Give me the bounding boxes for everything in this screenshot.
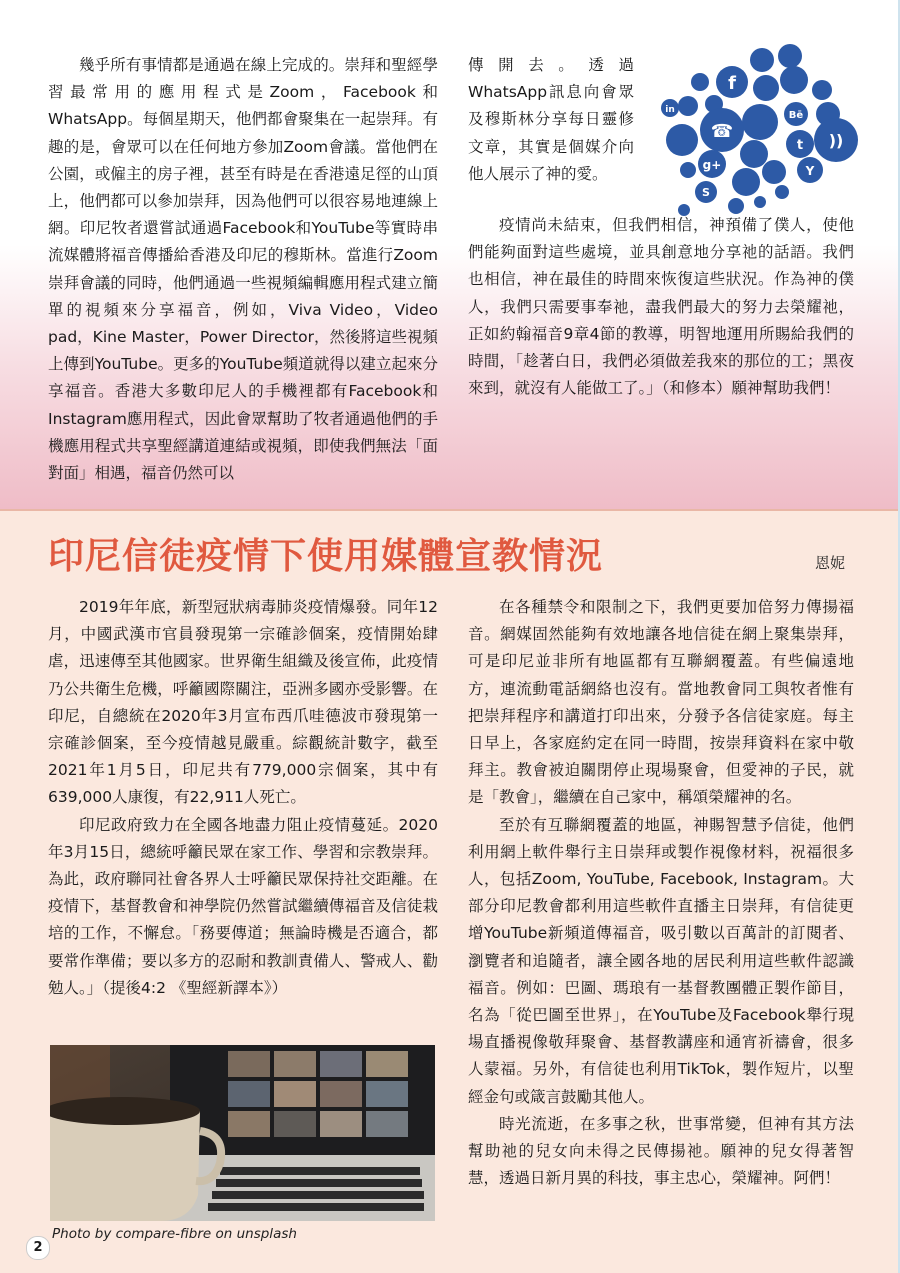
article1-left-column: [48, 52, 438, 487]
youtube-icon: [778, 44, 802, 68]
article2-author: 恩妮: [815, 554, 846, 572]
android-icon: [742, 104, 778, 140]
paragraph: 2019年年底，新型冠狀病毒肺炎疫情爆發。同年12月，中國武漢市官員發現第一宗確診個案，疫情開始肆虐，迅速傳至其他國家。世界衛生組織及後宣佈，此疫情乃公共衛生危機，呼籲國際關注，亞洲多國亦受影響。在印尼，自總統在2020年3月宣布西爪哇德波市發現第一宗確診個案，至今疫情越見嚴重。綜觀統計數字，截至2021年1月5日，印尼共有779,000宗個案，其中有639,000人康復，有22,911人死亡。: [48, 598, 438, 807]
video-call-photo: [50, 1045, 435, 1221]
article1-right-column: [468, 212, 854, 402]
windows-icon: [762, 160, 786, 184]
blogger-icon: [753, 75, 779, 101]
paragraph: 幾乎所有事情都是通過在線上完成的。崇拜和聖經學習最常用的應用程式是Zoom，Facebook和WhatsApp。每個星期天，他們都會聚集在一起崇拜。有趣的是，會眾可以在任何地方參加Zoom會議。當他們在公園，或僱主的房子裡，甚至有時是在香港遠足徑的山頂上，他們都可以參加崇拜，因為他們可以很容易地連線上網。印尼牧者還嘗試通過Facebook和YouTube等實時串流媒體將福音傳播給香港及印尼的穆斯林。當進行Zoom崇拜會議的同時，他們通過一些視頻編輯應用程式建立簡單的視頻來分享福音，例如，Viva Video，Video pad，Kine Master，Power Director，然後將這些視頻上傳到YouTube。更多的YouTube頻道就得以建立起來分享福音。香港大多數印尼人的手機裡都有Facebook和Instagram應用程式，因此會眾幫助了牧者通過他們的手機應用程式共享聖經講道連結或視頻，即使我們無法「面對面」相遇，福音仍然可以: [48, 56, 438, 483]
svg-text:t: t: [796, 138, 804, 153]
article1-right-continuation: [468, 52, 634, 188]
article2-title: 印尼信徒疫情下使用媒體宣教情況: [48, 536, 604, 577]
paragraph: 印尼政府致力在全國各地盡力阻止疫情蔓延。2020年3月15日，總統呼籲民眾在家工作、學習和宗教崇拜。為此，政府聯同社會各界人士呼籲民眾保持社交距離。在疫情下，基督教會和神學院仍然嘗試繼續傳福音及信徒栽培的工作，不懈怠。「務要傳道；無論時機是否適合，都要常作準備；要以多方的忍耐和教訓責備人、警戒人、勸勉人。」（提後4:2 《聖經新譯本》）: [48, 815, 438, 997]
laptop-keyboard-deck: [160, 1155, 435, 1221]
svg-text:f: f: [728, 73, 736, 94]
apple-icon: [740, 140, 768, 168]
paragraph: 傳開去。透過WhatsApp訊息向會眾及穆斯林分享每日靈修文章，其實是個媒介向他人展示了神的愛。: [468, 56, 634, 183]
svg-text:Y: Y: [805, 164, 815, 178]
dropbox-icon: [678, 96, 698, 116]
whatsapp-icon: [666, 124, 698, 156]
svg-text:g+: g+: [702, 158, 722, 172]
instagram-icon: [780, 66, 808, 94]
paragraph: 在各種禁令和限制之下，我們更要加倍努力傳揚福音。網媒固然能夠有效地讓各地信徒在網上聚集崇拜，可是印尼並非所有地區都有互聯網覆蓋。有些偏遠地方，連流動電話網絡也沒有。當地教會同工與牧者惟有把崇拜程序和講道打印出來，分發予各信徒家庭。每主日早上，各家庭約定在同一時間，按崇拜資料在家中敬拜主。教會被迫關閉停止現場聚會，但愛神的子民，就是「教會」，繼續在自己家中，稱頌榮耀神的名。: [468, 598, 854, 807]
share-icon: [732, 168, 760, 196]
paragraph: 至於有互聯網覆蓋的地區，神賜智慧予信徒，他們利用網上軟件舉行主日崇拜或製作視像材料，祝福很多人，包括Zoom, YouTube, Facebook, Instagram。大部分印尼教會都利用這些軟件直播主日崇拜，有信徒更增YouTube新頻道傳福音，吸引數以百萬計的訂閱者、瀏覽者和追隨者，讓全國各地的居民利用這些軟件認識福音。例如：巴圖、瑪琅有一基督教團體正製作節目，名為「從巴圖至世界」，在YouTube及Facebook舉行現場直播視像敬拜聚會、基督教講座和通宵祈禱會，很多人蒙福。另外，有信徒也利用TikTok，製作短片，以聖經金句或箴言鼓勵其他人。: [468, 815, 854, 1106]
wordpress-icon: [750, 48, 774, 72]
page-number: 2: [26, 1236, 50, 1260]
article2-left-column: [48, 594, 438, 1002]
paragraph: 時光流逝，在多事之秋，世事常變，但神有其方法幫助祂的兒女向未得之民傳揚祂。願神的兒女得著智慧，透過日新月異的科技，事主忠心，榮耀神。阿們！: [468, 1114, 854, 1188]
photo-caption: Photo by compare-fibre on unsplash: [52, 1226, 297, 1242]
article2-right-column: [468, 594, 854, 1192]
social-media-icon-cloud: [650, 42, 862, 222]
svg-text:S: S: [702, 186, 710, 199]
svg-text:in: in: [665, 105, 675, 115]
svg-text:☎: ☎: [710, 121, 734, 142]
svg-text:)): )): [828, 131, 844, 150]
section-divider: [0, 509, 900, 511]
paragraph: 疫情尚未結束，但我們相信，神預備了僕人，使他們能夠面對這些處境，並具創意地分享祂的話語。我們也相信，神在最佳的時間來恢復這些狀況。作為神的僕人，我們只需要事奉祂，盡我們最大的努力去榮耀祂，正如約翰福音9章4節的教導，明智地運用所賜給我們的時間，「趁著白日，我們必須做差我來的那位的工；黑夜來到，就沒有人能做工了。」（和修本）願神幫助我們！: [468, 216, 854, 398]
svg-text:Bē: Bē: [788, 110, 804, 121]
